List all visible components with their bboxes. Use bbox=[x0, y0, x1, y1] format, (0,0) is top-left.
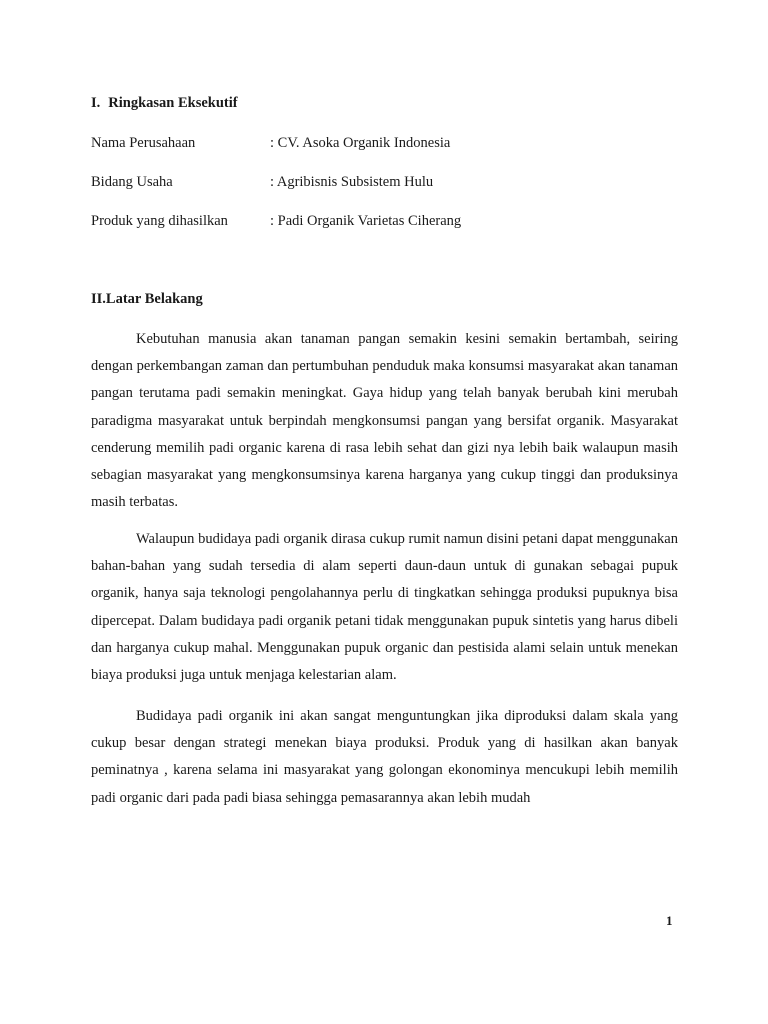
info-label: Bidang Usaha bbox=[91, 174, 173, 190]
info-value: : Agribisnis Subsistem Hulu bbox=[270, 174, 434, 190]
section-title: Ringkasan Eksekutif bbox=[108, 95, 238, 111]
info-value: : CV. Asoka Organik Indonesia bbox=[270, 135, 451, 151]
body-paragraph: Walaupun budidaya padi organik dirasa cukup rumit namun disini petani dapat menggunakan bahan-bahan yang sudah tersedia di alam seperti daun-daun untuk di gunakan sebagai pupuk organik, hanya saja teknologi pengolahannya perlu di tingkatkan sehingga produksi pupuknya bisa dipercepat. Dalam budidaya padi organik petani tidak menggunakan pupuk sintetis yang harus dibeli dan harganya cukup mahal. Menggunakan pupuk organic dan pestisida alami selain untuk menekan biaya produksi juga untuk menjaga kelestarian alam. bbox=[91, 531, 678, 684]
section-number: I. bbox=[91, 95, 101, 111]
body-paragraph: Kebutuhan manusia akan tanaman pangan semakin kesini semakin bertambah, seiring dengan perkembangan zaman dan pertumbuhan penduduk maka konsumsi masyarakat akan tanaman pangan terutama padi semakin meningkat. Gaya hidup yang telah banyak berubah kini merubah paradigma masyarakat untuk berpindah mengkonsumsi pangan yang bersifat organik. Masyarakat cenderung memilih padi organic karena di rasa lebih sehat dan gizi nya lebih baik walaupun masih sebagian masyarakat yang mengkonsumsinya karena harganya yang cukup tinggi dan produksinya masih terbatas. bbox=[91, 331, 678, 511]
info-label: Produk yang dihasilkan bbox=[91, 213, 228, 229]
page-number: 1 bbox=[666, 913, 673, 928]
section-heading-latar-belakang: II.Latar Belakang bbox=[91, 291, 203, 307]
body-paragraph: Budidaya padi organik ini akan sangat menguntungkan jika diproduksi dalam skala yang cukup besar dengan strategi menekan biaya produksi. Produk yang di hasilkan akan banyak peminatnya , karena selama ini masyarakat yang golongan ekonominya mencukupi lebih memilih padi organic dari pada padi biasa sehingga pemasarannya akan lebih mudah bbox=[91, 708, 678, 806]
info-value: : Padi Organik Varietas Ciherang bbox=[270, 213, 462, 229]
info-label: Nama Perusahaan bbox=[91, 135, 196, 151]
section-heading-ringkasan bbox=[91, 94, 238, 112]
